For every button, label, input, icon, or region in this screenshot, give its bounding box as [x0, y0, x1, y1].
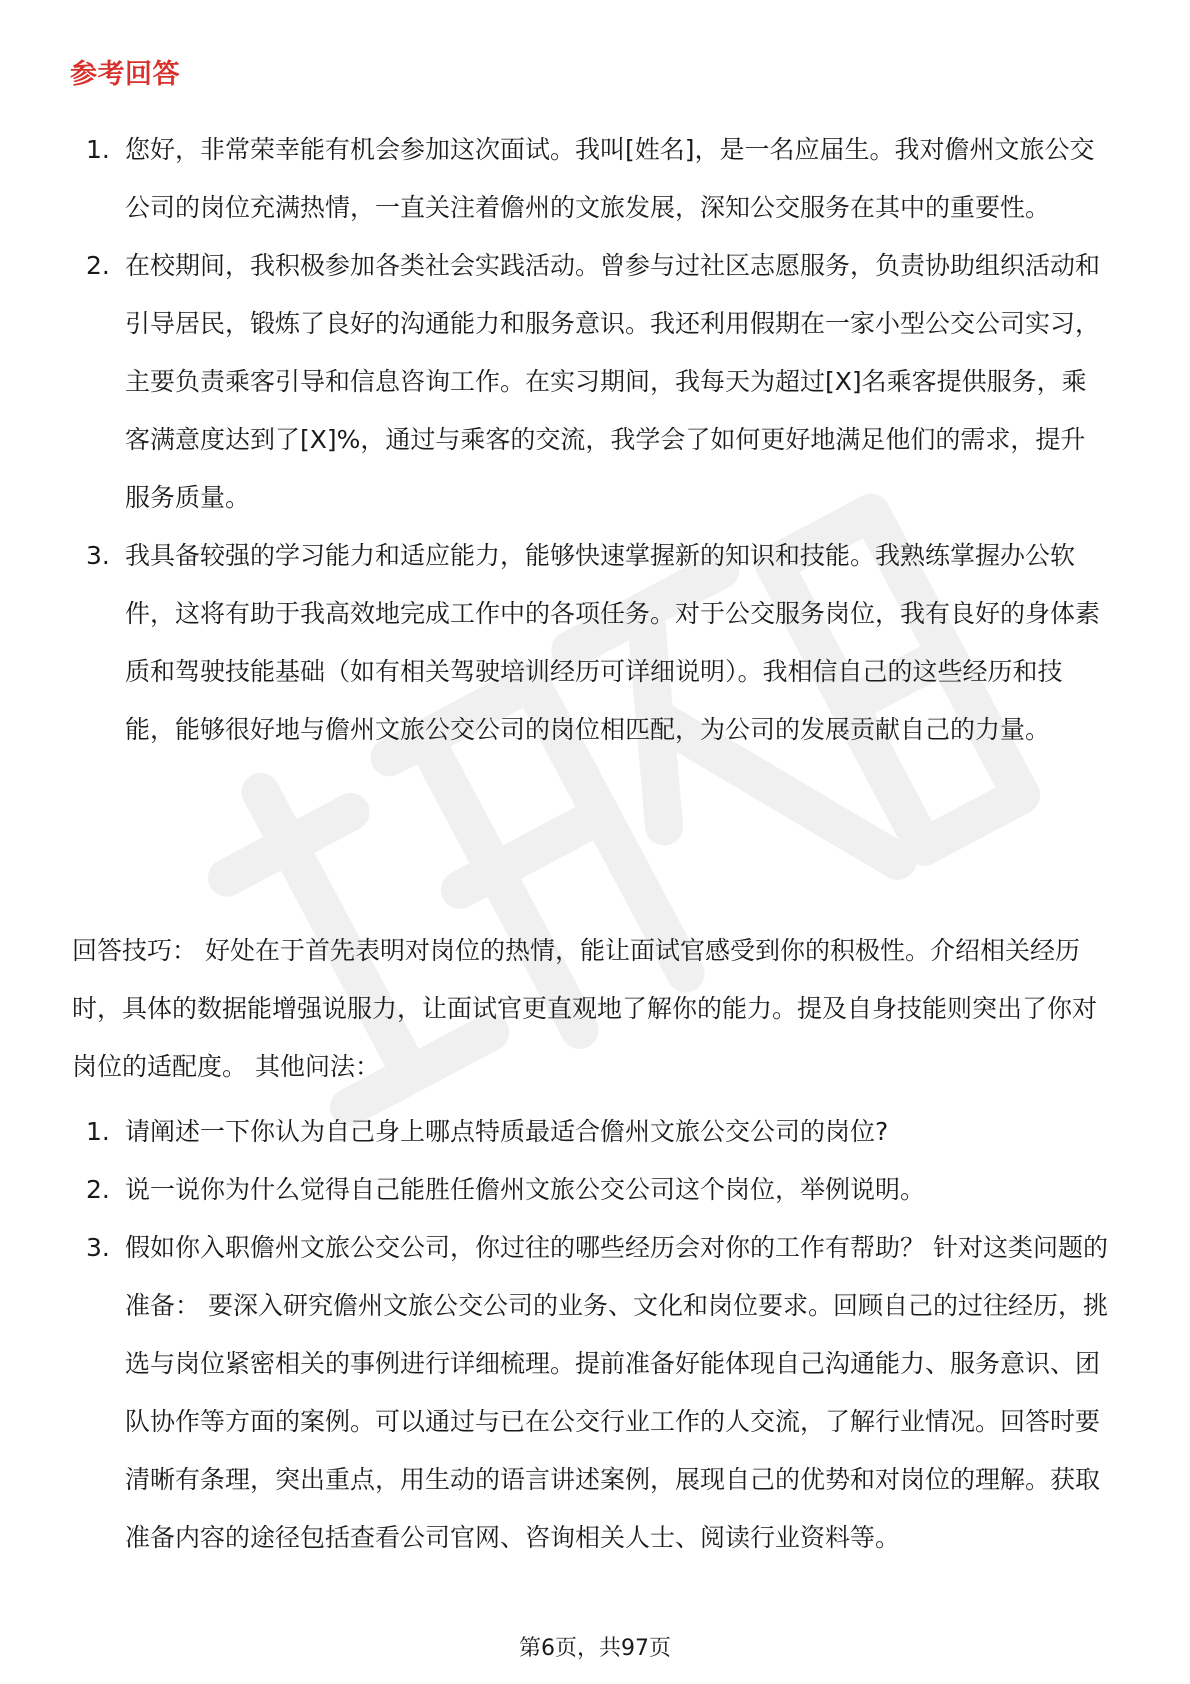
list-item-text: 在校期间，我积极参加各类社会实践活动。曾参与过社区志愿服务，负责协助组织活动和引导居民，锻炼了良好的沟通能力和服务意识。我还利用假期在一家小型公交公司实习，主要负责乘客引导和信息咨询工作。在实习期间，我每天为超过[X]名乘客提供服务，乘客满意度达到了[X]%，通过与乘客的交流，我学会了如何更好地满足他们的需求，提升服务质量。: [125, 251, 1101, 512]
list-number: 3.: [86, 541, 110, 570]
list-item: [0, 1219, 1190, 1567]
page-number-footer: 第6页，共97页: [519, 1636, 671, 1661]
list-number: 1.: [86, 1117, 110, 1146]
list-number: 2.: [86, 1175, 110, 1204]
list-number: 1.: [86, 135, 110, 164]
list-item: [0, 1161, 1190, 1219]
answer-list: [0, 121, 1190, 759]
list-number: 2.: [86, 251, 110, 280]
list-item-text: 您好，非常荣幸能有机会参加这次面试。我叫[姓名]，是一名应届生。我对儋州文旅公交公司的岗位充满热情，一直关注着儋州的文旅发展，深知公交服务在其中的重要性。: [125, 135, 1095, 222]
list-item-text: 假如你入职儋州文旅公交公司，你过往的哪些经历会对你的工作有帮助？ 针对这类问题的准备： 要深入研究儋州文旅公交公司的业务、文化和岗位要求。回顾自己的过往经历，挑选与岗位紧密相关的事例进行详细梳理。提前准备好能体现自己沟通能力、服务意识、团队协作等方面的案例。可以通过与已在公交行业工作的人交流，了解行业情况。回答时要清晰有条理，突出重点，用生动的语言讲述案例，展现自己的优势和对岗位的理解。获取准备内容的途径包括查看公司官网、咨询相关人士、阅读行业资料等。: [125, 1233, 1108, 1552]
list-item: [0, 121, 1190, 237]
list-item-text: 我具备较强的学习能力和适应能力，能够快速掌握新的知识和技能。我熟练掌握办公软件，这将有助于我高效地完成工作中的各项任务。对于公交服务岗位，我有良好的身体素质和驾驶技能基础（如有相关驾驶培训经历可详细说明）。我相信自己的这些经历和技能，能够很好地与儋州文旅公交公司的岗位相匹配，为公司的发展贡献自己的力量。: [125, 541, 1101, 744]
list-item-text: 说一说你为什么觉得自己能胜任儋州文旅公交公司这个岗位，举例说明。: [125, 1175, 926, 1204]
list-item: [0, 527, 1190, 759]
other-questions-list: [0, 1103, 1190, 1567]
list-item: [0, 1103, 1190, 1161]
list-item: [0, 237, 1190, 527]
list-number: 3.: [86, 1233, 110, 1262]
list-item-text: 请阐述一下你认为自己身上哪点特质最适合儋州文旅公交公司的岗位?: [125, 1117, 889, 1146]
section-heading: 参考回答: [70, 59, 180, 90]
answer-tips-paragraph: 回答技巧： 好处在于首先表明对岗位的热情，能让面试官感受到你的积极性。介绍相关经历时，具体的数据能增强说服力，让面试官更直观地了解你的能力。提及自身技能则突出了你对岗位的适配度。 其他问法：: [72, 936, 1098, 1081]
